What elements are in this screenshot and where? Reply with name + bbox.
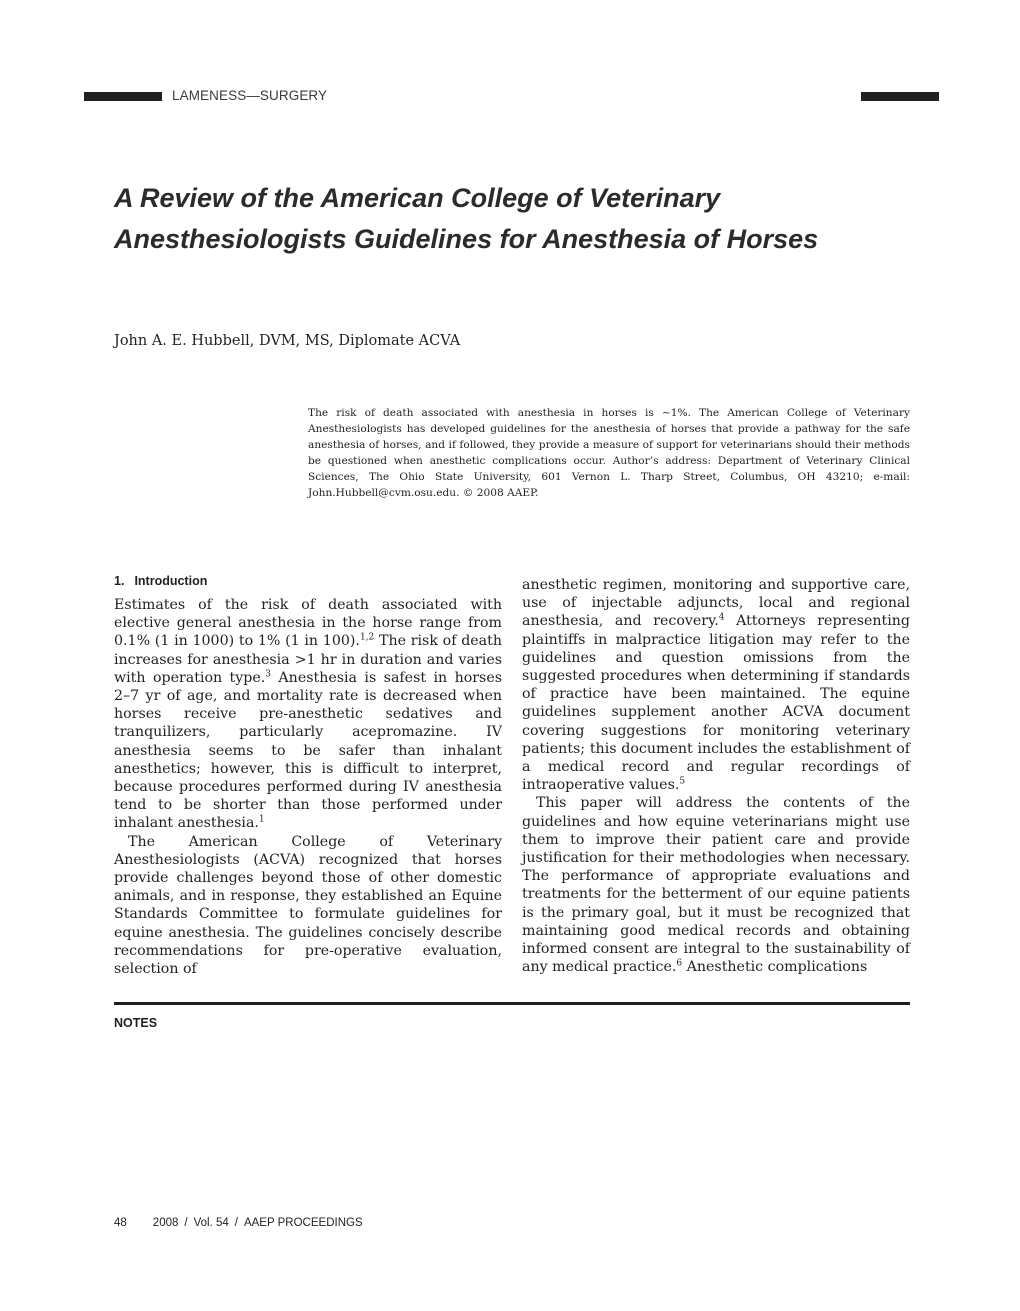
citation-ref: 1 [258,814,265,825]
text-run: The risk of death increases for anesthesia >1 hr in duration and varies with operation type. [114,633,502,686]
author-line: John A. E. Hubbell, DVM, MS, Diplomate ACVA [114,333,461,349]
page-number: 48 [114,1217,127,1229]
paragraph [522,576,910,794]
citation-ref: 5 [679,776,686,787]
text-run: anesthetic regimen, monitoring and supportive care, use of injectable adjuncts, local and regional anesthesia, and recovery. [522,577,910,630]
paragraph [522,794,910,976]
paragraph: The American College of Veterinary Anesthesiologists (ACVA) recognized that horses provide challenges beyond those of other domestic animals, and in response, they established an Equine Standards Committee to formulate guidelines for equine anesthesia. The guidelines concisely describe recommendations for pre-operative evaluation, selection of [114,833,502,978]
abstract: The risk of death associated with anesthesia in horses is ~1%. The American College of Veterinary Anesthesiologists has developed guidelines for the anesthesia of horses that provide a pathway for the safe anesthesia of horses, and if followed, they provide a measure of support for veterinarians should their methods be questioned when anesthetic complications occur. Author’s address: Department of Veterinary Clinical Sciences, The Ohio State University, 601 Vernon L. Tharp Street, Columbus, OH 43210; e-mail: John.Hubbell@cvm.osu.edu. © 2008 AAEP. [308,407,910,499]
notes-heading: NOTES [114,1016,158,1030]
footer-year: 2008 [152,1217,179,1229]
section-heading-introduction [114,574,207,588]
text-run: Anesthesia is safest in horses 2–7 yr of age, and mortality rate is decreased when horses receive pre-anesthetic sedatives and tranquilizers, particularly acepromazine. IV anesthesia seems to be safer than inhalant anesthetics; however, this is difficult to interpret, because procedures performed during IV anesthesia tend to be shorter than those performed under inhalant anesthesia. [114,669,502,832]
body-column-left [114,596,502,978]
citation-ref: 6 [676,958,683,969]
text-run: Anesthetic complications [682,959,868,976]
footer-separator: / [184,1217,188,1229]
citation-ref: 1,2 [359,632,375,643]
citation-ref: 4 [718,612,725,623]
article-title: A Review of the American College of Veterinary Anesthesiologists Guidelines for Anesthesia of Horses [114,183,819,254]
section-number: 1. [114,574,125,588]
section-label: LAMENESS—SURGERY [172,88,328,103]
text-run: Attorneys representing plaintiffs in malpractice litigation may refer to the guidelines and question omissions from the suggested procedures when determining if standards of practice have been maintained. The equine guidelines supplement another ACVA document covering suggestions for monitoring veterinary patients; this document includes the establishment of a medical record and regular recordings of intraoperative values. [522,613,910,794]
body-column-right [522,576,910,976]
footer-volume: Vol. 54 [193,1217,229,1229]
footer-publication: AAEP PROCEEDINGS [243,1217,363,1229]
header-rule-left [84,92,162,101]
footer-separator: / [234,1217,238,1229]
paragraph [114,596,502,833]
header-rule-right [861,92,939,101]
text-run: Estimates of the risk of death associated with elective general anesthesia in the horse range from 0.1% (1 in 1000) to 1% (1 in 100). [114,597,502,650]
notes-divider [114,1002,910,1005]
citation-ref: 3 [265,669,271,680]
text-run: This paper will address the contents of the guidelines and how equine veterinarians might use them to improve their patient care and provide justification for their methodologies when necessary. The performance of appropriate evaluations and treatments for the betterment of our equine patients is the primary goal, but it must be recognized that maintaining good medical records and obtaining informed consent are integral to the sustainability of any medical practice. [522,795,910,976]
page-footer [114,1217,363,1229]
section-title: Introduction [134,574,208,588]
